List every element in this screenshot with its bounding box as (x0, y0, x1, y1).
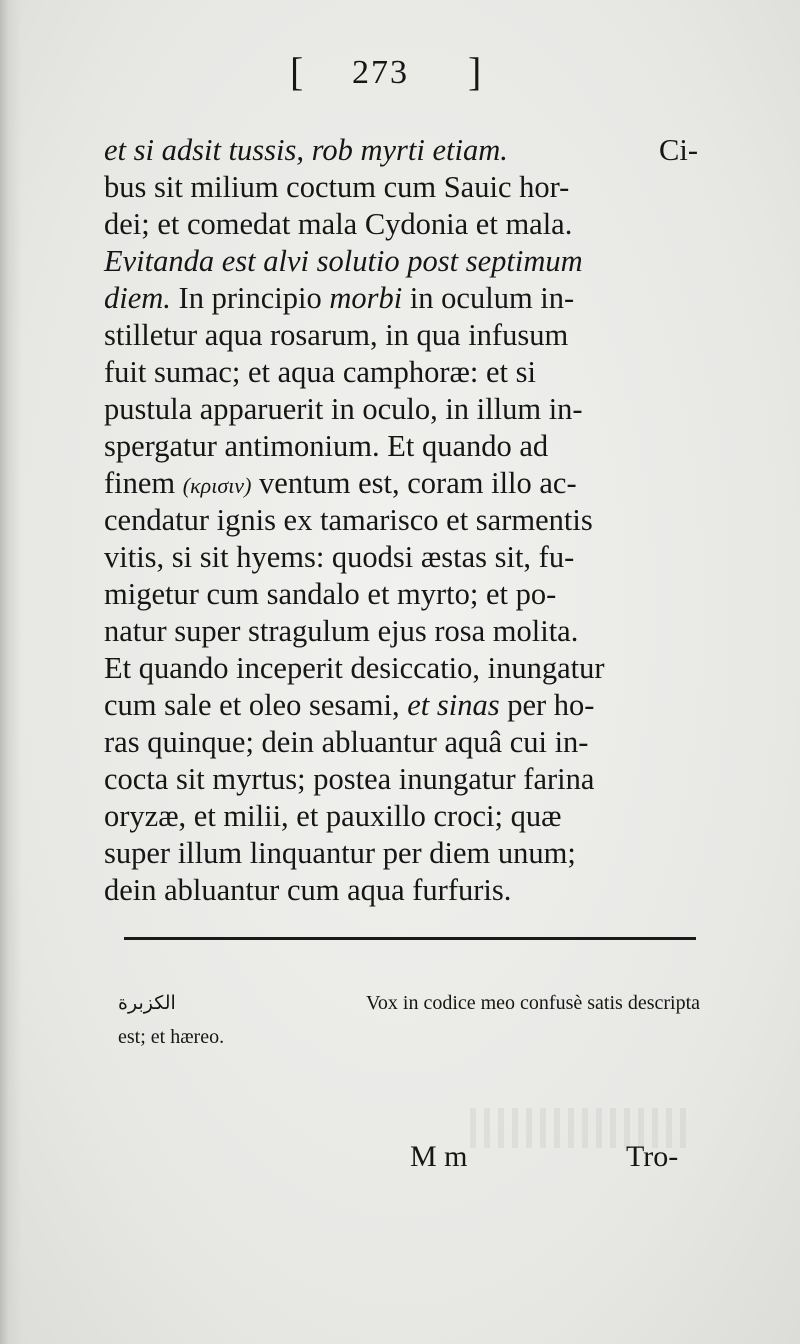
text-line-13: migetur cum sandalo et myrto; et po- (104, 577, 557, 611)
catchword: Tro- (626, 1140, 679, 1173)
text-line-17: ras quinque; dein abluantur aquâ cui in- (104, 725, 589, 759)
page-number-value: 273 (352, 54, 409, 91)
text-line-5: diem. In principio morbi in oculum in- (104, 281, 575, 315)
text-line-19: oryzæ, et milii, et pauxillo croci; quæ (104, 799, 562, 833)
signature-mark: M m (410, 1140, 468, 1173)
page-number-bracket-open: [ (290, 49, 306, 94)
text-line-2: bus sit milium coctum cum Sauic hor- (104, 170, 570, 204)
text-line-21: dein abluantur cum aqua furfuris. (104, 873, 512, 907)
text-line-18: cocta sit myrtus; postea inungatur farina (104, 762, 595, 796)
text-line-4: Evitanda est alvi solutio post septimum (104, 244, 583, 278)
text-line-12: vitis, si sit hyems: quodsi æstas sit, fu- (104, 540, 575, 574)
text-line-9: spergatur antimonium. Et quando ad (104, 429, 549, 463)
greek-word: (κρισιν) (182, 473, 252, 498)
page-number-bracket-close: ] (468, 49, 484, 94)
footnote-line-1: الكزبرة Vox in codice meo confusè satis descripta (118, 986, 700, 1020)
text-line-3: dei; et comedat mala Cydonia et mala. (104, 207, 573, 241)
page-edge-shadow (0, 0, 22, 1344)
text-line-15: Et quando inceperit desiccatio, inungatur (104, 651, 605, 685)
footnote-rule (124, 937, 696, 940)
text-line-8: pustula apparuerit in oculo, in illum in- (104, 392, 583, 426)
text-line-14: natur super stragulum ejus rosa molita. (104, 614, 579, 648)
text-line-11: cendatur ignis ex tamarisco et sarmentis (104, 503, 593, 537)
main-text (104, 132, 698, 909)
text-line-1: et si adsit tussis, rob myrti etiam. Ci- (104, 133, 698, 167)
text-line-16: cum sale et oleo sesami, et sinas per ho- (104, 688, 595, 722)
text-line-6: stilletur aqua rosarum, in qua infusum (104, 318, 569, 352)
text-line-20: super illum linquantur per diem unum; (104, 836, 576, 870)
arabic-word: الكزبرة (118, 992, 176, 1014)
footnote-line-2: est; et hæreo. (118, 1026, 225, 1048)
footnote (118, 986, 700, 1054)
text-line-10: finem (κρισιν) ventum est, coram illo ac- (104, 466, 577, 500)
text-line-7: fuit sumac; et aqua camphoræ: et si (104, 355, 536, 389)
